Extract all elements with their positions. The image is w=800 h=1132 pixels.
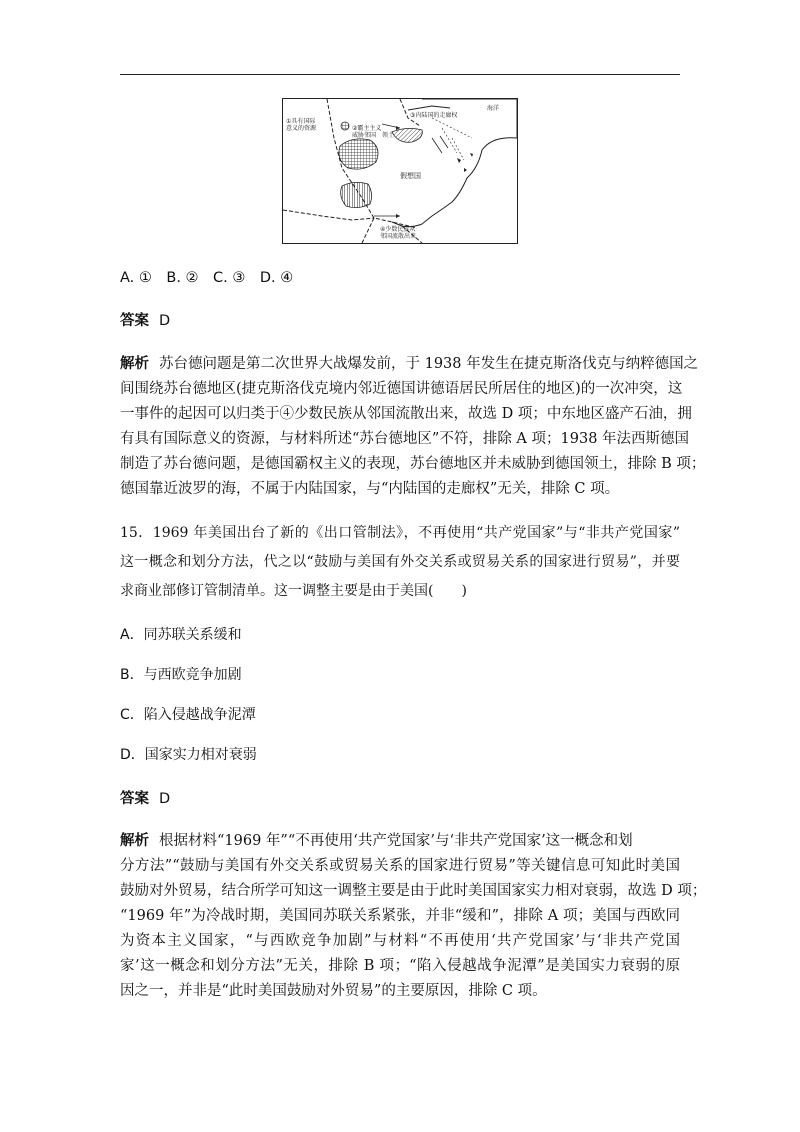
q15-option-b: B．与西欧竞争加剧 (120, 667, 242, 683)
q14-answer (120, 311, 170, 331)
q15-answer-value: D (159, 791, 171, 807)
q15-explain-label: 解析 (120, 833, 149, 849)
q15-explanation-line-5: 为资本主义国家，“与西欧竞争加剧”与材料“不再使用‘共产党国家’与‘非共产党国 (120, 933, 680, 949)
q14-answer-label: 答案 (120, 313, 149, 329)
q14-explanation-line-6: 德国靠近波罗的海，不属于内陆国家，与“内陆国的走廊权”无关，排除 C 项。 (120, 481, 620, 497)
map-label-2a: ②霸主主义 (352, 125, 382, 132)
q15-explanation-line-2: 分方法”“鼓励与美国有外交关系或贸易关系的国家进行贸易”等关键信息可知此时美国 (120, 858, 680, 874)
q14-explanation-line-2: 间围绕苏台德地区(捷克斯洛伐克境内邻近德国讲德语居民所居住的地区)的一次冲突，这 (120, 381, 683, 397)
map-label-2c: 领土 (382, 132, 395, 139)
q15-explanation-line-7: 因之一，并非是“此时美国鼓励对外贸易”的主要原因，排除 C 项。 (120, 983, 547, 999)
q15-option-a: A．同苏联关系缓和 (120, 627, 242, 643)
q15-answer (120, 789, 170, 809)
map-label-1a: ①具有国际 (286, 118, 316, 125)
q14-explanation-line-3: 一事件的起因可以归类于④少数民族从邻国流散出来，故选 D 项；中东地区盛产石油，拥 (120, 406, 692, 422)
map-label-3: ③内陆国的走廊权 (410, 112, 458, 119)
q14-explanation-line-5: 制造了苏台德问题，是德国霸权主义的表现，苏台德地区并未威胁到德国领土，排除 B 项； (120, 456, 706, 472)
q15-answer-label: 答案 (120, 791, 149, 807)
q15-explanation-line-6: 家’这一概念和划分方法”无关，排除 B 项；“陷入侵越战争泥潭”是美国实力衰弱的原 (120, 958, 680, 974)
q15-explanation-line-3: 鼓励对外贸易，结合所学可知这一调整主要是由于此时美国国家实力相对衰弱，故选 D 项； (120, 883, 707, 899)
map-label-4a: ④少数民族从 (380, 226, 416, 233)
q14-explanation-line-4: 有具有国际意义的资源，与材料所述“苏台德地区”不符，排除 A 项；1938 年法西斯德国 (120, 431, 690, 447)
q14-options: A. ① B. ② C. ③ D. ④ (120, 270, 294, 286)
q15-stem-line-3: 求商业部修订管制清单。这一调整主要是由于美国( ) (120, 583, 467, 599)
header-rule (120, 74, 680, 75)
map-label-1b: 意义的资源 (286, 125, 317, 132)
q14-explanation-line-1: 解析 苏台德问题是第二次世界大战爆发前，于 1938 年发生在捷克斯洛伐克与纳粹德国之 (120, 356, 699, 372)
map-label-4b: 邻国流散出来 (380, 233, 417, 240)
resource-region (339, 139, 378, 169)
map-label-sea: 海洋 (487, 105, 500, 112)
q14-explain-label: 解析 (120, 356, 149, 372)
q15-option-c: C．陷入侵越战争泥潭 (120, 707, 256, 723)
hypothetical-country-map (282, 98, 518, 244)
q14-answer-value: D (159, 313, 171, 329)
q15-explanation-line-1: 解析 根据材料“1969 年”“不再使用‘共产党国家’与‘非共产党国家’这一概念和划 (120, 833, 633, 849)
minority-region (341, 182, 372, 207)
q15-explanation-line-4: “1969 年”为冷战时期，美国同苏联关系紧张，并非“缓和”，排除 A 项；美国与西欧同 (120, 908, 680, 924)
map-label-2b: 威胁邻国 (352, 132, 377, 139)
q15-stem-line-2: 这一概念和划分方法，代之以“鼓励与美国有外交关系或贸易关系的国家进行贸易”，并要 (120, 554, 680, 570)
q15-stem-line-1: 15．1969 年美国出台了新的《出口管制法》，不再使用“共产党国家”与“非共产党国家” (120, 525, 680, 541)
q15-option-d: D．国家实力相对衰弱 (120, 747, 257, 763)
map-label-country: 假想国 (400, 172, 421, 180)
